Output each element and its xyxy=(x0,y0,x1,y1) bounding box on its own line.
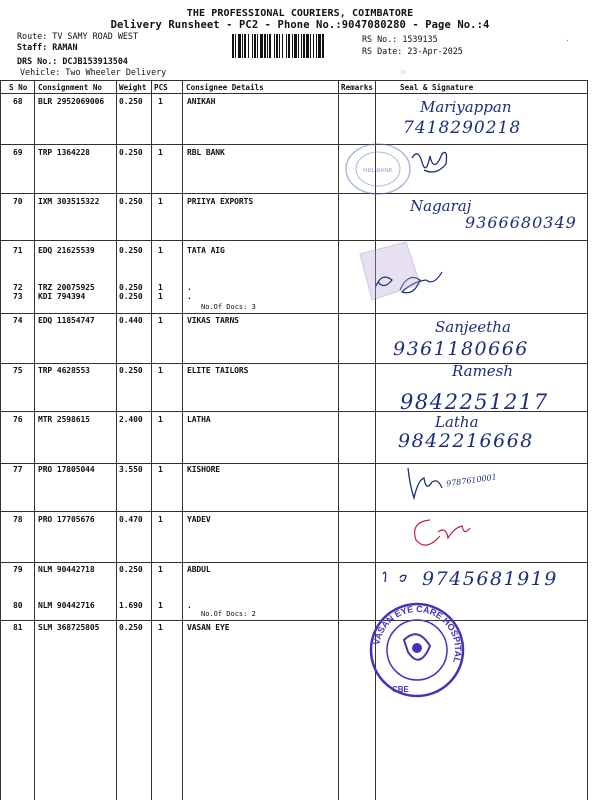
row-consignment: MTR 2598615 xyxy=(38,415,90,424)
row-pcs: 1 xyxy=(158,565,163,574)
row-pcs: 1 xyxy=(158,465,163,474)
row-weight: 0.250 xyxy=(119,292,143,301)
vasan-stamp-city: CBE xyxy=(392,685,409,694)
col-header-consignment: Consignment No xyxy=(38,83,103,92)
handwritten-phone: 9842216668 xyxy=(398,430,534,452)
row-weight: 0.440 xyxy=(119,316,143,325)
row-consignment: NLM 90442718 xyxy=(38,565,95,574)
row-consignee: PRIIYA EXPORTS xyxy=(187,197,254,206)
staff-text: Staff: RAMAN xyxy=(17,42,78,52)
row-sno: 68 xyxy=(13,97,23,106)
handwritten-name: Ramesh xyxy=(452,362,514,380)
row-sno: 75 xyxy=(13,366,23,375)
row-weight: 0.250 xyxy=(119,565,143,574)
row-pcs: 1 xyxy=(158,246,163,255)
row-consignment: SLM 368725805 xyxy=(38,623,100,632)
company-title: THE PROFESSIONAL COURIERS, COIMBATORE xyxy=(186,8,414,19)
row-weight: 0.250 xyxy=(119,246,143,255)
row-sno: 77 xyxy=(13,465,23,474)
row-sno: 70 xyxy=(13,197,23,206)
docs-count-note: No.Of Docs: 3 xyxy=(201,303,256,311)
row-consignment: IXM 303515322 xyxy=(38,197,100,206)
row-consignee: YADEV xyxy=(187,515,211,524)
col-header-seal-signature: Seal & Signature xyxy=(400,83,474,92)
row-pcs: 1 xyxy=(158,601,163,610)
rbl-stamp-text: RBL BANK xyxy=(363,168,393,174)
row-consignment: EDQ 11854747 xyxy=(38,316,95,325)
row-sno: 72 xyxy=(13,283,23,292)
vasan-stamp-text: VASAN EYE CARE HOSPITAL xyxy=(371,603,464,665)
row-consignee: ANIKAH xyxy=(187,97,216,106)
row-consignment: TRZ 20075925 xyxy=(38,283,95,292)
row-pcs: 1 xyxy=(158,316,163,325)
row-weight: 2.400 xyxy=(119,415,143,424)
rbl-bank-stamp xyxy=(342,140,414,198)
row-consignee: ELITE TAILORS xyxy=(187,366,249,375)
row-sno: 71 xyxy=(13,246,23,255)
row-consignment: KDI 794394 xyxy=(38,292,86,301)
row-pcs: 1 xyxy=(158,515,163,524)
col-header-sno: S No xyxy=(9,83,28,92)
row-pcs: 1 xyxy=(158,148,163,157)
row-sno: 74 xyxy=(13,316,23,325)
row-pcs: 1 xyxy=(158,623,163,632)
row-weight: 0.250 xyxy=(119,148,143,157)
row-pcs: 1 xyxy=(158,197,163,206)
col-header-consignee: Consignee Details xyxy=(186,83,264,92)
row-sno: 78 xyxy=(13,515,23,524)
row-weight: 0.250 xyxy=(119,623,143,632)
row-weight: 3.550 xyxy=(119,465,143,474)
handwritten-phone: 9787610001 xyxy=(445,472,498,489)
row-consignment: BLR 2952069006 xyxy=(38,97,105,106)
row-consignee: . xyxy=(187,292,192,301)
handwritten-name: Sanjeetha xyxy=(435,318,511,336)
handwritten-name: Mariyappan xyxy=(420,98,512,116)
handwritten-phone: 9361180666 xyxy=(393,338,529,360)
row-pcs: 1 xyxy=(158,283,163,292)
row-consignee: VASAN EYE xyxy=(187,623,230,632)
row-consignee: . xyxy=(187,283,192,292)
row-pcs: 1 xyxy=(158,415,163,424)
handwritten-phone: 9745681919 xyxy=(422,568,558,590)
row-pcs: 1 xyxy=(158,292,163,301)
row-consignment: PRO 17705676 xyxy=(38,515,95,524)
rs-date: RS Date: 23-Apr-2025 xyxy=(362,46,463,56)
handwritten-phone: 7418290218 xyxy=(403,118,522,138)
row-consignment: EDQ 21625539 xyxy=(38,246,95,255)
row-consignment: PRO 17805044 xyxy=(38,465,95,474)
tata-aig-stamp xyxy=(354,240,424,304)
row-weight: 0.250 xyxy=(119,197,143,206)
row-consignee: LATHA xyxy=(187,415,211,424)
row-consignee: TATA AIG xyxy=(187,246,225,255)
drs-number: DRS No.: DCJB153913504 xyxy=(17,56,128,66)
route-text: Route: TV SAMY ROAD WEST xyxy=(17,31,139,41)
handwritten-phone: 9842251217 xyxy=(400,390,549,414)
row-consignment: TRP 4628553 xyxy=(38,366,90,375)
row-consignee: VIKAS TARNS xyxy=(187,316,239,325)
row-weight: 1.690 xyxy=(119,601,143,610)
row-consignee: RBL BANK xyxy=(187,148,225,157)
col-header-weight: Weight xyxy=(119,83,147,92)
row-sno: 80 xyxy=(13,601,23,610)
docs-count-note: No.Of Docs: 2 xyxy=(201,610,256,618)
speck-mark: ⁘ xyxy=(400,68,407,77)
row-pcs: 1 xyxy=(158,366,163,375)
runsheet-subtitle: Delivery Runsheet - PC2 - Phone No.:9047080280 - Page No.:4 xyxy=(110,19,490,31)
row-consignment: NLM 90442716 xyxy=(38,601,95,610)
row-consignee: ABDUL xyxy=(187,565,211,574)
rs-number: RS No.: 1539135 xyxy=(362,34,438,44)
row-sno: 73 xyxy=(13,292,23,301)
col-header-pcs: PCS xyxy=(154,83,168,92)
row-consignment: TRP 1364228 xyxy=(38,148,90,157)
col-header-remarks: Remarks xyxy=(341,83,374,92)
row-consignee: KISHORE xyxy=(187,465,221,474)
handwritten-phone: 9366680349 xyxy=(465,213,577,232)
row-weight: 0.250 xyxy=(119,97,143,106)
row-consignee: . xyxy=(187,601,192,610)
vehicle-text: Vehicle: Two Wheeler Delivery xyxy=(20,67,167,77)
vasan-eye-care-stamp xyxy=(362,600,472,700)
handwritten-name: Nagaraj xyxy=(410,197,472,215)
speck-mark: · xyxy=(565,36,570,45)
row-weight: 0.250 xyxy=(119,283,143,292)
handwritten-name: Latha xyxy=(435,413,479,431)
row-pcs: 1 xyxy=(158,97,163,106)
row-sno: 76 xyxy=(13,415,23,424)
row-sno: 69 xyxy=(13,148,23,157)
row-sno: 79 xyxy=(13,565,23,574)
row-weight: 0.470 xyxy=(119,515,143,524)
row-weight: 0.250 xyxy=(119,366,143,375)
row-sno: 81 xyxy=(13,623,23,632)
